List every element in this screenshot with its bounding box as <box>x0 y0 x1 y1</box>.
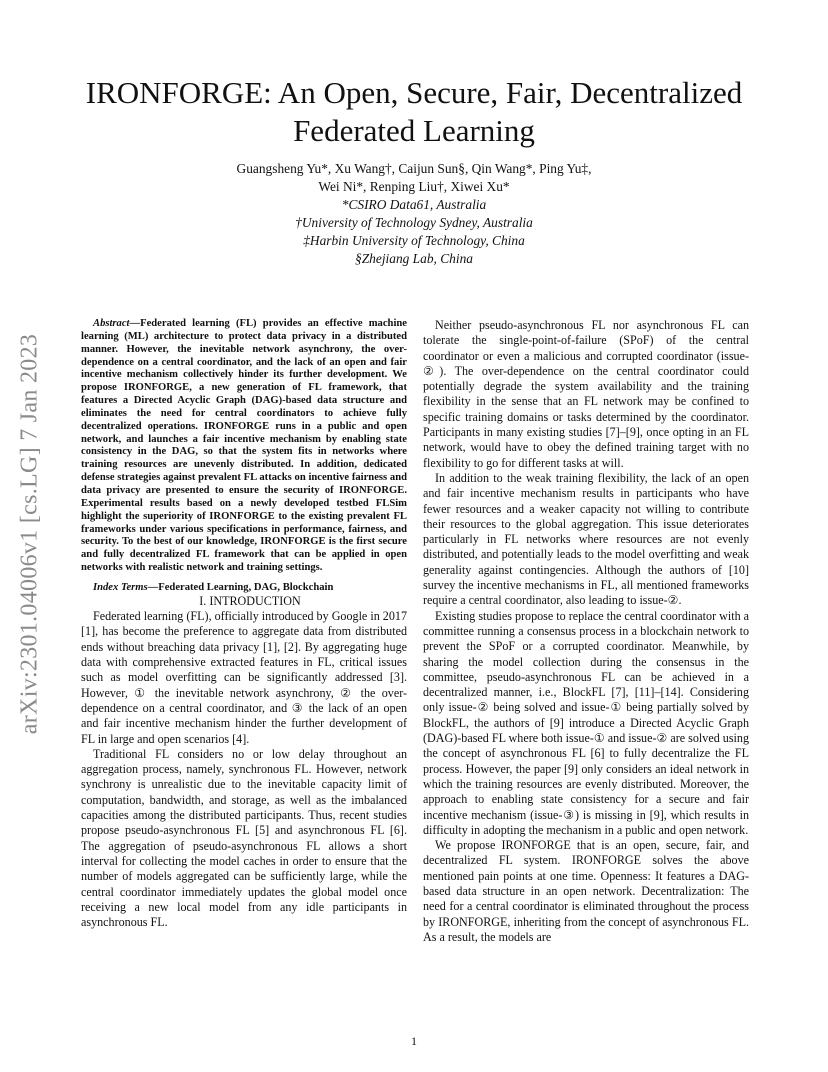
title-line-1: IRONFORGE: An Open, Secure, Fair, Decentralized <box>85 75 743 110</box>
affiliation-4: §Zhejiang Lab, China <box>355 251 473 266</box>
authors-line-1: Guangsheng Yu*, Xu Wang†, Caijun Sun§, Qin Wang*, Ping Yu‡, <box>236 161 592 176</box>
section-heading-introduction: I. INTRODUCTION <box>199 593 301 608</box>
left-column <box>81 318 407 930</box>
index-terms-text: —Federated Learning, DAG, Blockchain <box>147 581 334 593</box>
author-block <box>120 160 708 268</box>
arxiv-id: arXiv:2301.04006v1 [cs.LG] 7 Jan 2023 <box>16 333 43 735</box>
paragraph: In addition to the weak training flexibility, the lack of an open and fair incentive mechanism results in participants who have fewer resources and a weaker capacity not willing to contribute their resources to the global aggregation. This issue deteriorates particularly in FL networks where resources are not evenly distributed, and potentially leads to the model overfitting and weak generality against contingencies. Although the authors of [10] survey the incentive mechanisms in FL, all mentioned frameworks require a central coordinator, also leading to issue-②. <box>423 470 749 608</box>
paragraph: Traditional FL considers no or low delay throughout an aggregation process, namely, synchronous FL. However, network synchrony is unrealistic due to the inevitable capacity limit of computation, bandwidth, and storage, as well as the imbalanced capacities among the distributed participants. Thus, recent studies propose pseudo-asynchronous FL [5] and asynchronous FL [6]. The aggregation of pseudo-asynchronous FL allows a short interval for collecting the model caches in order to ensure that the number of models aggregated can be sufficiently large, while the central coordinator immediately updates the global model once receiving a new local model from any idle participants in asynchronous FL. <box>81 746 407 930</box>
paragraph: Federated learning (FL), officially introduced by Google in 2017 [1], has become the preference to aggregate data from distributed ends without breaching data privacy [1], [2]. By aggregating huge data with comprehensive extracted features in FL, critical issues such as model overfitting can be significantly addressed [3]. However, ① the inevitable network asynchrony, ② the over-dependence on a central coordinator, and ③ the lack of an open and fair incentive mechanism hinder the further development of FL in large and open scenarios [4]. <box>81 609 407 746</box>
paragraph: We propose IRONFORGE that is an open, secure, fair, and decentralized FL system. IRONFORGE solves the above mentioned pain points at one time. Openness: It features a DAG-based data structure in an open network. Decentralization: The need for a central coordinator is eliminated throughout the process by IRONFORGE, inheriting from the concept of asynchronous FL. As a result, the models are <box>423 838 749 944</box>
paragraph: Existing studies propose to replace the central coordinator with a committee running a consensus process in a blockchain network to prevent the SPoF or a corrupted coordinator. Meanwhile, by sharing the model collection during the consensus in the committee, pseudo-asynchronous FL can be achieved in a decentralized manner, i.e., BlockFL [7], [11]–[14]. Considering only issue-② being solved and issue-① being partially solved by BlockFL, the authors of [9] introduce a Directed Acyclic Graph (DAG)-based FL where both issue-① and issue-② are solved using the concept of asynchronous FL [6] to fully decentralize the FL process. However, the paper [9] only considers an ideal network in which the training resources are evenly distributed. Moreover, the approach to enabling state consistency for a secure and fair incentive mechanism (issue-③) is missing in [9], which results in difficulty in adopting the mechanism in a public and open network. <box>423 608 750 837</box>
abstract <box>81 318 407 575</box>
authors-line-2: Wei Ni*, Renping Liu†, Xiwei Xu* <box>318 179 510 194</box>
affiliation-1: *CSIRO Data61, Australia <box>341 197 487 212</box>
abstract-text: —Federated learning (FL) provides an effective machine learning (ML) architecture to protect data privacy in a distributed manner. However, the inevitable network asynchrony, the over-dependence on a central coordinator, and the lack of an open and fair incentive mechanism collectively hinder its further development. We propose IRONFORGE, a new generation of FL framework, that features a Directed Acyclic Graph (DAG)-based data structure and eliminates the need for central coordinators to achieve fully decentralized operations. IRONFORGE runs in a public and open network, and launches a fair incentive mechanism by enabling state consistency in the DAG, so that the system fits in networks where training resources are unevenly distributed. In addition, dedicated defense strategies against prevalent FL attacks on incentive fairness and data privacy are presented to ensure the security of IRONFORGE. Experimental results based on a newly developed testbed FLSim highlight the superiority of IRONFORGE to the existing prevalent FL frameworks under various specifications in performance, fairness, and security. To the best of our knowledge, IRONFORGE is the first secure and fully decentralized FL framework that can be applied in open networks with realistic network and training settings. <box>81 318 407 574</box>
abstract-lead: Abstract <box>93 318 130 329</box>
arxiv-sidebar-stamp <box>12 298 48 770</box>
affiliation-2: †University of Technology Sydney, Australia <box>295 215 533 230</box>
paper-title <box>60 74 768 150</box>
index-terms-lead: Index Terms <box>93 581 148 593</box>
index-terms <box>81 581 407 594</box>
right-column <box>423 318 749 945</box>
affiliation-3: ‡Harbin University of Technology, China <box>303 233 525 248</box>
paragraph: Neither pseudo-asynchronous FL nor asynchronous FL can tolerate the single-point-of-failure (SPoF) of the central coordinator or even a malicious and corrupted coordinator (issue-②). The over-dependence on the central coordinator could potentially degrade the system availability and the training flexibility in the sense that an FL network may be confined to specific training domains or tasks determined by the coordinator. Participants in many existing studies [7]–[9], once opting in an FL network, would have to obey the defined training target with no flexibility to go for different tasks at will. <box>423 318 749 470</box>
page-number: 1 <box>411 1034 417 1048</box>
title-line-2: Federated Learning <box>293 113 535 148</box>
